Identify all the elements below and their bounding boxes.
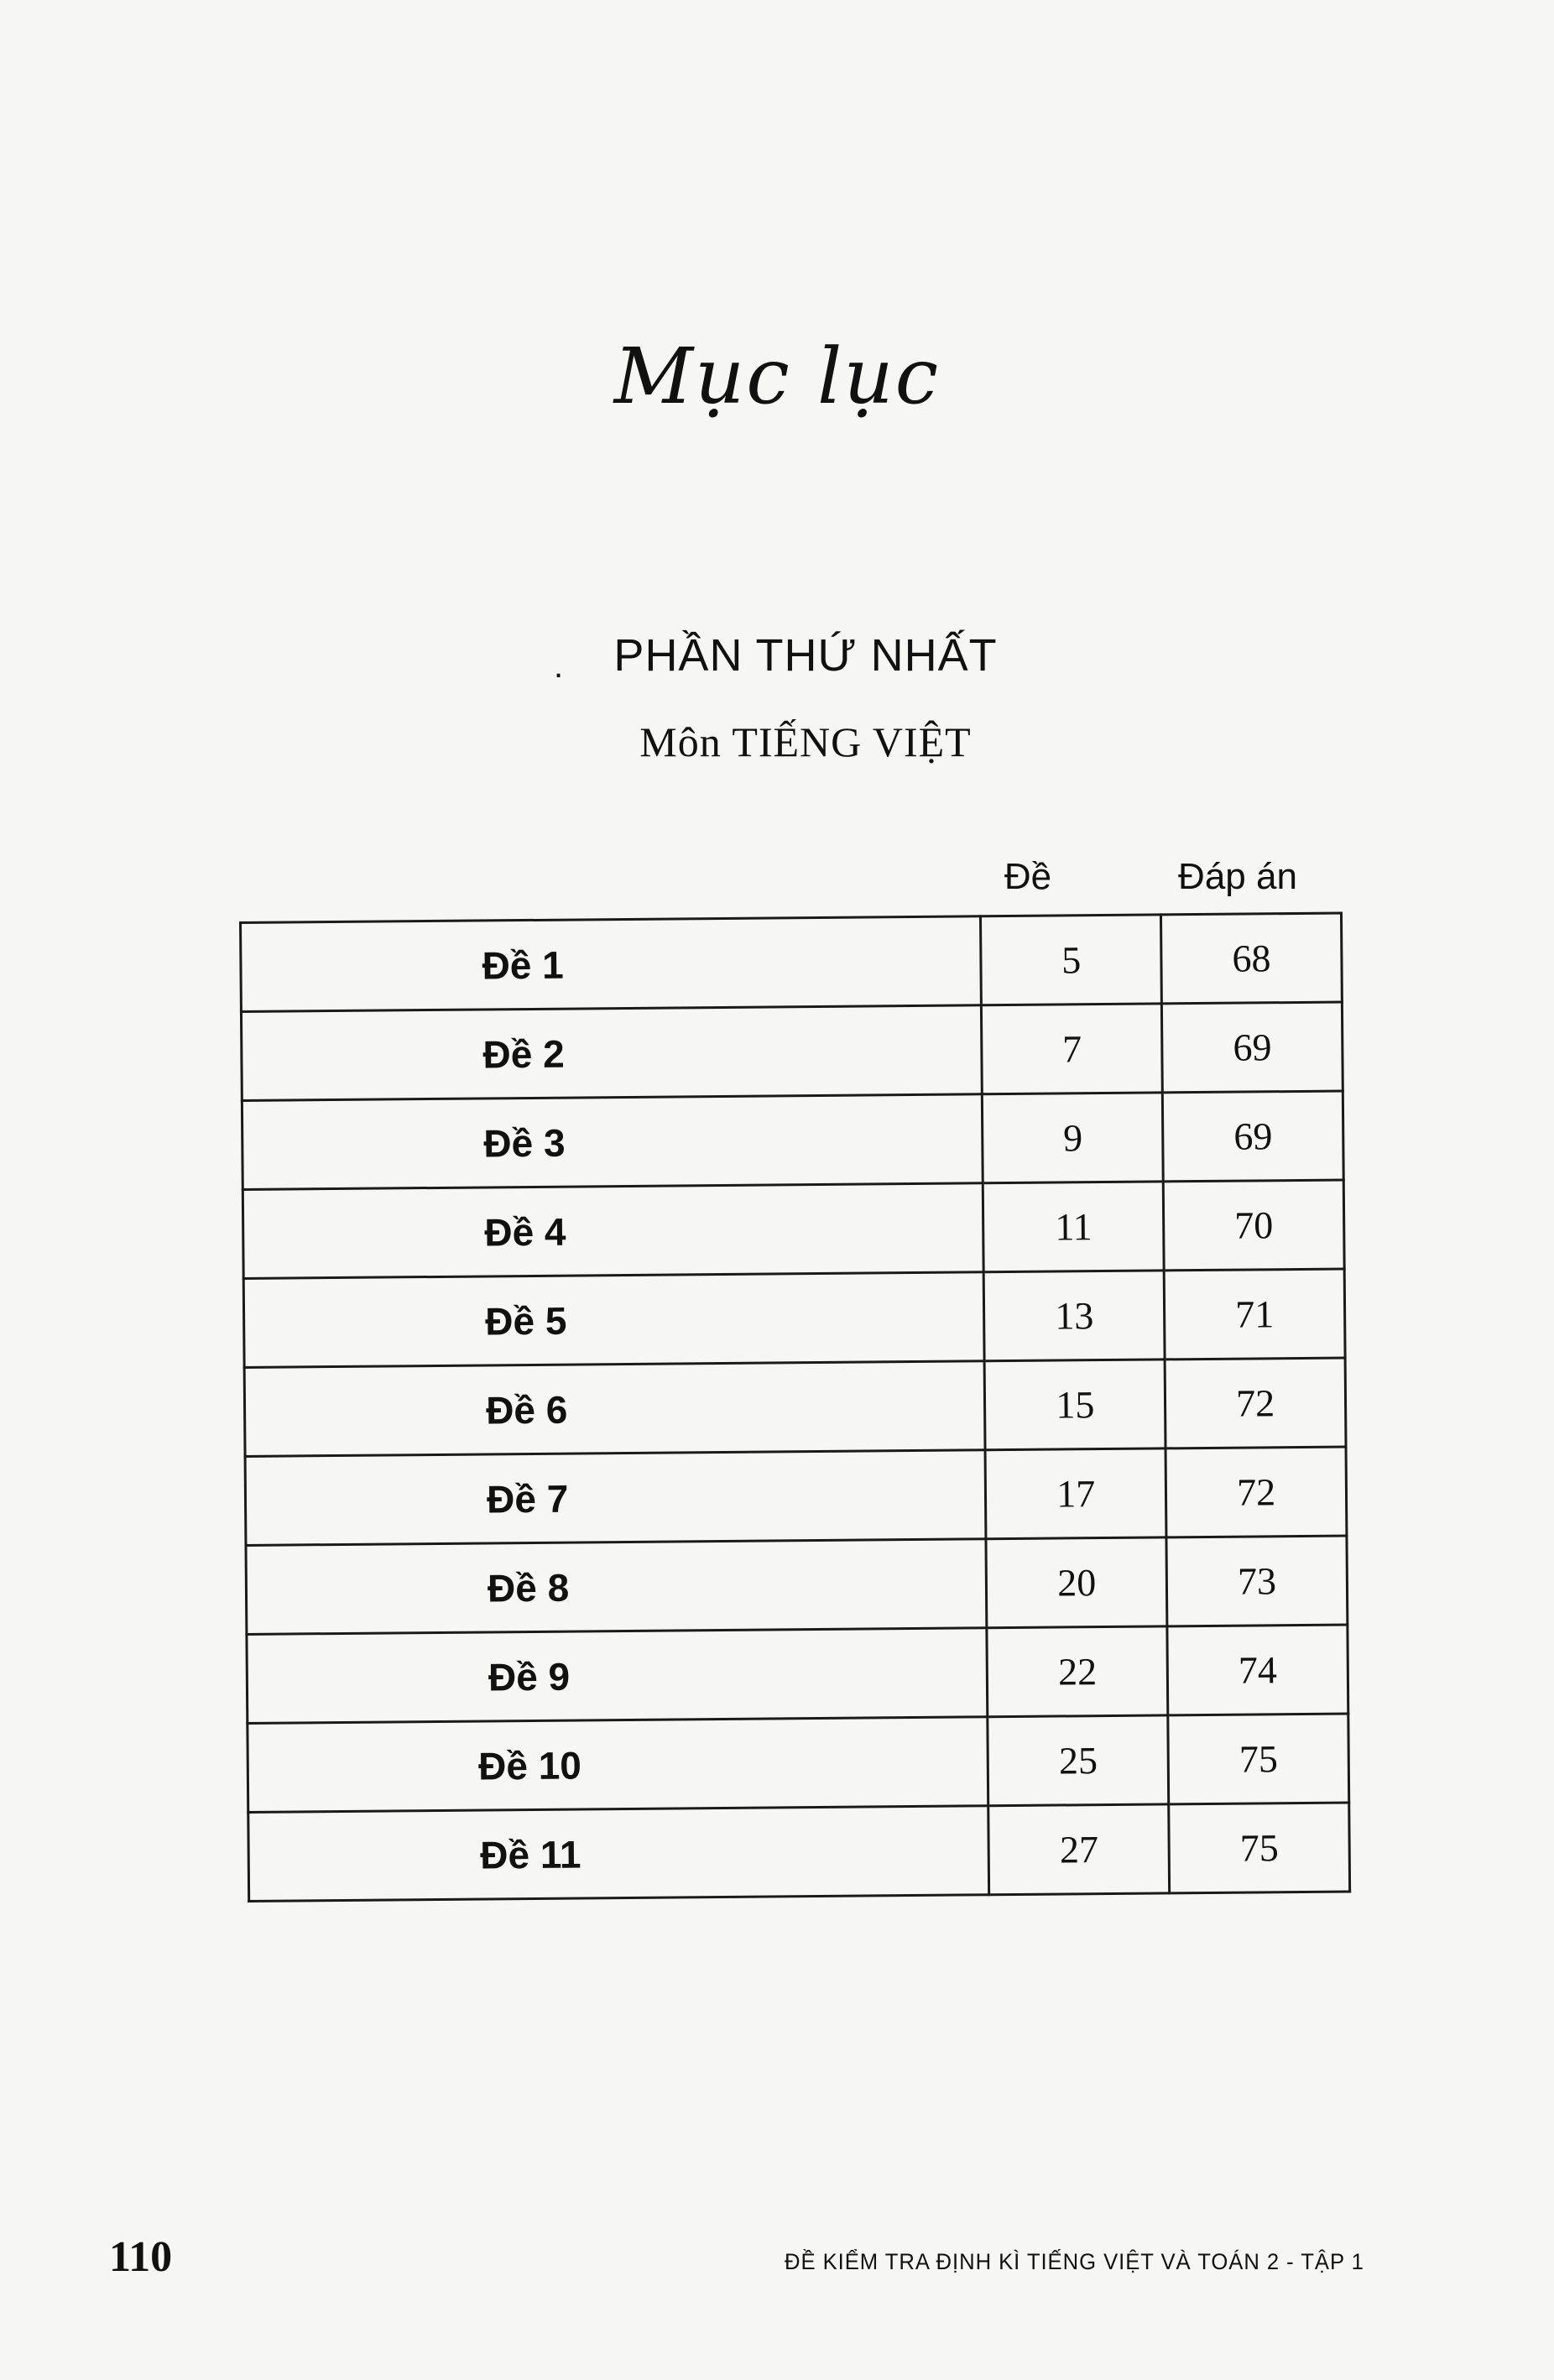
table-row [248,1803,1350,1901]
exam-name: Đề 2 [241,1005,982,1101]
exam-name: Đề 8 [246,1539,987,1635]
table-row [248,1714,1349,1812]
exam-page: 17 [985,1448,1166,1539]
table-row [241,1002,1343,1100]
part-bullet: . [554,648,564,685]
exam-name: Đề 4 [242,1183,983,1279]
exam-name: Đề 11 [248,1806,989,1902]
answer-page: 75 [1168,1714,1349,1804]
exam-page: 13 [984,1271,1166,1361]
answer-page: 72 [1165,1358,1346,1448]
answer-page: 69 [1162,1002,1343,1093]
answer-page: 73 [1166,1536,1348,1626]
exam-name: Đề 1 [241,916,982,1012]
subject-heading: Môn TIẾNG VIỆT [639,718,972,765]
column-header-page: Đề [1004,856,1052,897]
exam-page: 15 [984,1360,1166,1450]
exam-name: Đề 10 [248,1717,988,1813]
exam-name: Đề 5 [243,1272,984,1368]
exam-page: 20 [986,1537,1167,1628]
answer-page: 72 [1166,1447,1347,1537]
exam-name: Đề 6 [244,1361,985,1457]
exam-name: Đề 7 [245,1450,986,1546]
table-row [244,1358,1346,1456]
exam-name: Đề 9 [247,1628,988,1724]
part-heading: PHẦN THỨ NHẤT [613,630,998,681]
table-row [247,1625,1348,1723]
running-footer-title: ĐỀ KIỂM TRA ĐỊNH KÌ TIẾNG VIỆT VÀ TOÁN 2 - TẬP 1 [785,2249,1364,2274]
answer-page: 71 [1164,1269,1345,1360]
answer-page: 75 [1169,1803,1350,1893]
exam-page: 25 [988,1715,1169,1806]
answer-page: 69 [1162,1091,1343,1182]
table-row [245,1447,1347,1545]
exam-page: 7 [982,1004,1163,1094]
table-row [242,1180,1344,1278]
table-row [243,1269,1345,1367]
column-header-answer: Đáp án [1178,856,1297,897]
exam-page: 22 [987,1626,1168,1717]
exam-name: Đề 3 [242,1094,983,1190]
page-number: 110 [109,2233,173,2281]
exam-page: 11 [983,1182,1165,1272]
page-title: Mục lục [613,331,941,421]
table-row [241,913,1343,1011]
exam-page: 27 [988,1804,1170,1895]
table-row [242,1091,1343,1189]
table-row [246,1536,1348,1634]
answer-page: 70 [1163,1180,1344,1271]
exam-page: 9 [983,1093,1164,1183]
toc-table [239,912,1351,1902]
answer-page: 74 [1167,1625,1348,1715]
answer-page: 68 [1161,913,1343,1004]
exam-page: 5 [981,915,1162,1005]
